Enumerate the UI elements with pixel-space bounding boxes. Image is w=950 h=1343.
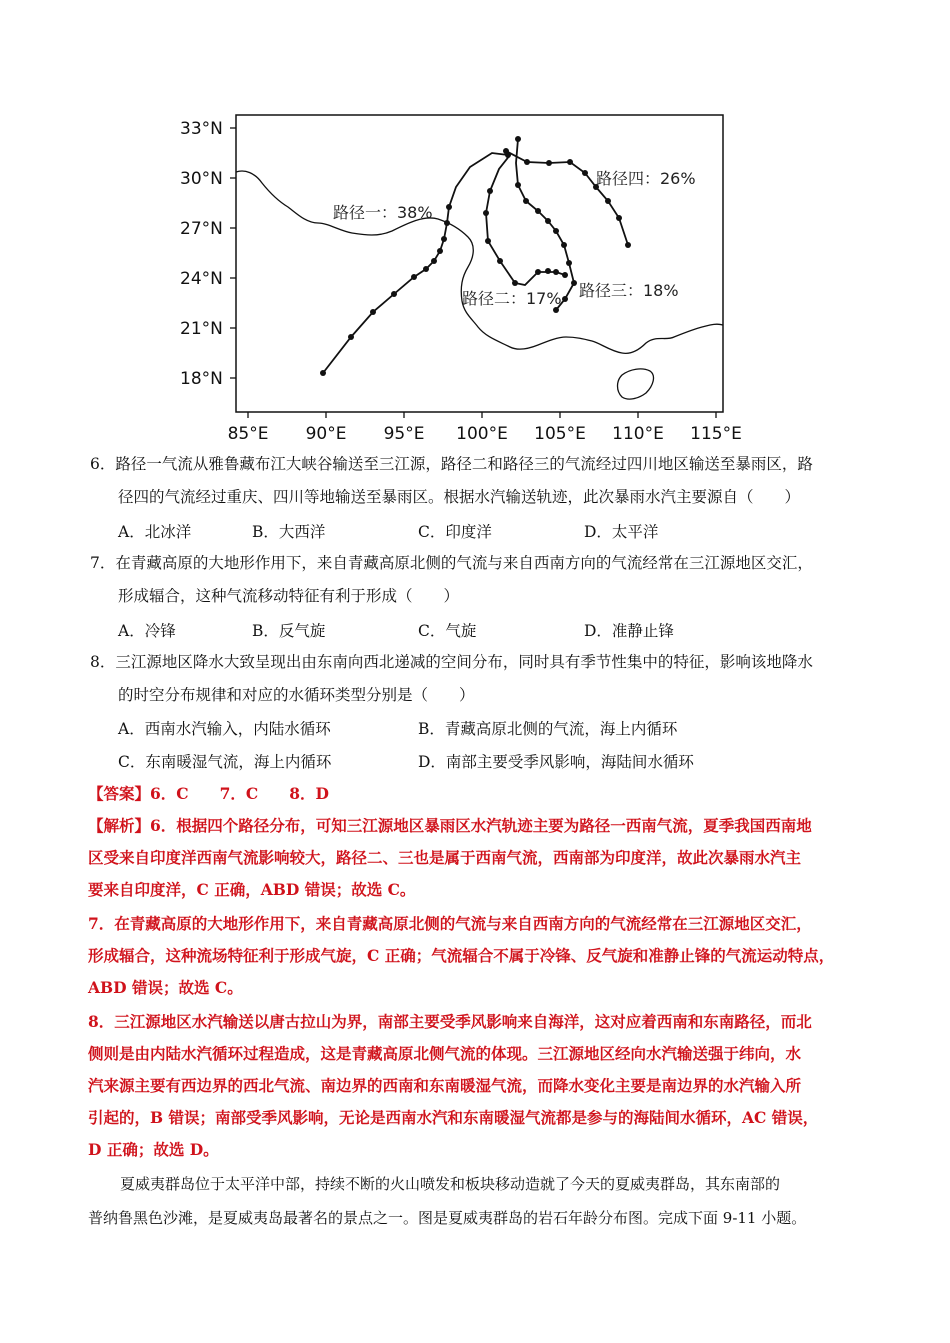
q7-option-c: C．气旋 [418,622,477,640]
lat-label-30: 30°N [180,169,223,189]
q7-stem-line-2: 形成辐合，这种气流移动特征有利于形成（ ） [118,587,460,605]
analysis-line-11: D 正确；故选 D。 [88,1140,219,1159]
q8-option-a: A．西南水汽输入，内陆水循环 [118,720,331,738]
lat-label-33: 33°N [180,119,223,139]
lon-label-100: 100°E [456,424,508,444]
q6-option-d: D．太平洋 [584,523,659,541]
lon-label-110: 110°E [612,424,664,444]
analysis-line-4: 7．在青藏高原的大地形作用下，来自青藏高原北侧的气流与来自西南方向的气流经常在三江源地区交汇， [88,914,812,933]
q8-option-c: C．东南暖湿气流，海上内循环 [118,753,332,771]
analysis-line-1: 【解析】6．根据四个路径分布，可知三江源地区暴雨区水汽轨迹主要为路径一西南气流，夏季我国西南地 [88,816,812,835]
q7-stem-line-1: 7．在青藏高原的大地形作用下，来自青藏高原北侧的气流与来自西南方向的气流经常在三江源地区交汇， [90,554,813,572]
q6-option-a: A．北冰洋 [118,523,192,541]
route-2-line [486,155,565,285]
analysis-line-7: 8．三江源地区水汽输送以唐古拉山为界，南部主要受季风影响来自海洋，这对应着西南和东南路径，而北 [88,1012,812,1031]
lat-label-21: 21°N [180,319,223,339]
q7-option-b: B．反气旋 [252,622,326,640]
q6-option-b: B．大西洋 [252,523,326,541]
q8-option-b: B．青藏高原北侧的气流，海上内循环 [418,720,678,738]
q8-stem-line-1: 8．三江源地区降水大致呈现出由东南向西北递减的空间分布，同时具有季节性集中的特征，影响该地降水 [90,653,813,671]
route-2-label: 路径二：17% [462,289,562,308]
lon-label-90: 90°E [305,424,347,444]
q8-stem-line-2: 的时空分布规律和对应的水循环类型分别是（ ） [118,686,475,704]
border-line [236,171,723,353]
water-vapor-route-map [170,105,750,450]
route-1-line [323,153,508,373]
route-dots [320,136,631,376]
analysis-line-6: ABD 错误；故选 C。 [88,978,243,997]
lat-ticks [230,128,236,378]
analysis-line-3: 要来自印度洋，C 正确，ABD 错误；故选 C。 [88,880,416,899]
lat-label-18: 18°N [180,369,223,389]
analysis-line-5: 形成辐合，这种流场特征利于形成气旋，C 正确；气流辐合不属于冷锋、反气旋和准静止锋的气流运动特点， [88,946,835,965]
route-1-label: 路径一：38% [333,203,433,222]
lat-label-24: 24°N [180,269,223,289]
analysis-line-8: 侧则是由内陆水汽循环过程造成，这是青藏高原北侧气流的体现。三江源地区经向水汽输送强于纬向，水 [88,1044,802,1063]
intro-line-2: 普纳鲁黑色沙滩，是夏威夷岛最著名的景点之一。图是夏威夷群岛的岩石年龄分布图。完成下面 9-11 小题。 [88,1209,807,1227]
q7-option-a: A．冷锋 [118,622,176,640]
analysis-line-9: 汽来源主要有西边界的西北气流、南边界的西南和东南暖湿气流，而降水变化主要是南边界的水汽输入所 [88,1076,802,1095]
lon-label-85: 85°E [227,424,269,444]
q6-stem-line-2: 径四的气流经过重庆、四川等地输送至暴雨区。根据水汽输送轨迹，此次暴雨水汽主要源自（ ） [118,488,801,506]
intro-line-1: 夏威夷群岛位于太平洋中部，持续不断的火山喷发和板块移动造就了今天的夏威夷群岛，其东南部的 [120,1175,781,1193]
answer-line: 【答案】6．C 7．C 8．D [88,784,329,803]
map-frame [236,115,723,412]
lon-ticks [248,412,716,418]
lat-label-27: 27°N [180,219,223,239]
lon-label-95: 95°E [383,424,425,444]
q6-option-c: C．印度洋 [418,523,492,541]
hainan-island [618,369,654,399]
q8-option-d: D．南部主要受季风影响，海陆间水循环 [418,753,694,771]
q7-option-d: D．准静止锋 [584,622,674,640]
route-4-label: 路径四：26% [596,169,696,188]
analysis-line-10: 引起的，B 错误；南部受季风影响，无论是西南水汽和东南暖湿气流都是参与的海陆间水循环，AC 错误， [88,1108,819,1127]
lon-label-115: 115°E [690,424,742,444]
route-3-label: 路径三：18% [579,281,679,300]
q6-stem-line-1: 6．路径一气流从雅鲁藏布江大峡谷输送至三江源，路径二和路径三的气流经过四川地区输送至暴雨区，路 [90,455,813,473]
analysis-line-2: 区受来自印度洋西南气流影响较大，路径二、三也是属于西南气流，西南部为印度洋，故此次暴雨水汽主 [88,848,802,867]
lon-label-105: 105°E [534,424,586,444]
